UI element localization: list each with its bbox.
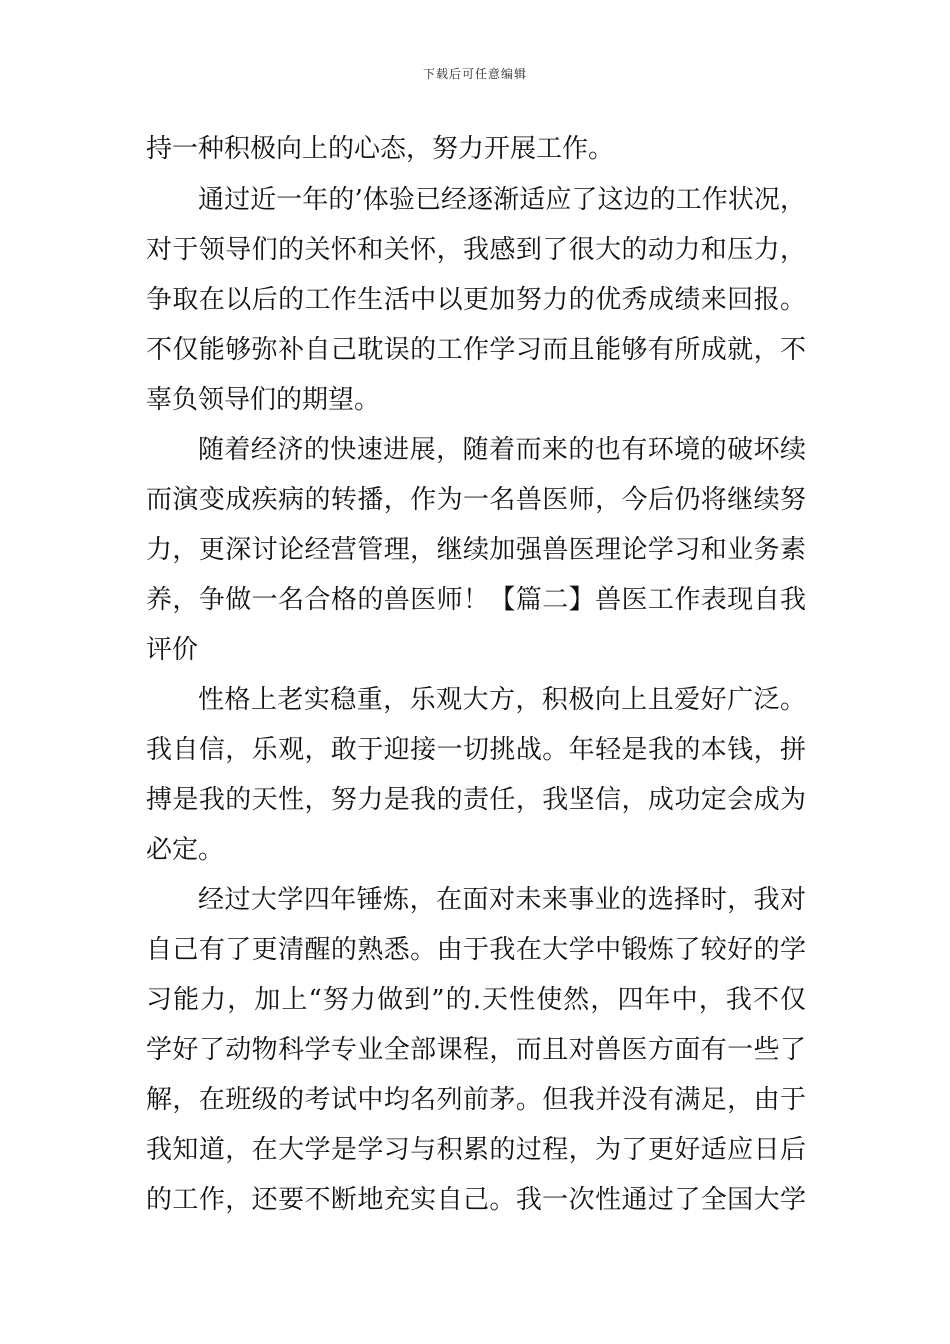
- text-line: 我自信，乐观，敢于迎接一切挑战。年轻是我的本钱，拼: [146, 735, 806, 765]
- text-line: 学好了动物科学专业全部课程，而且对兽医方面有一些了: [146, 1035, 806, 1065]
- text-line: 习能力，加上“努力做到”的.天性使然，四年中，我不仅: [146, 985, 806, 1015]
- text-line: 必定。: [146, 835, 225, 865]
- page-header-caption: 下载后可任意编辑: [422, 67, 527, 81]
- text-line: 养，争做一名合格的兽医师！【篇二】兽医工作表现自我: [146, 585, 806, 615]
- text-line: 评价: [146, 635, 199, 665]
- text-line: 不仅能够弥补自己耽误的工作学习而且能够有所成就，不: [146, 335, 806, 365]
- text-line: 对于领导们的关怀和关怀，我感到了很大的动力和压力，: [146, 235, 806, 265]
- text-line: 力，更深讨论经营管理，继续加强兽医理论学习和业务素: [146, 535, 806, 565]
- text-line: 持一种积极向上的心态，努力开展工作。: [146, 134, 615, 164]
- text-line: 争取在以后的工作生活中以更加努力的优秀成绩来回报。: [146, 285, 806, 315]
- text-line: 随着经济的快速进展，随着而来的也有环境的破坏续: [198, 435, 806, 465]
- text-line: 通过近一年的’体验已经逐渐适应了这边的工作状况，: [198, 185, 806, 215]
- text-line: 解，在班级的考试中均名列前茅。但我并没有满足，由于: [146, 1085, 806, 1115]
- text-line: 性格上老实稳重，乐观大方，积极向上且爱好广泛。: [198, 685, 806, 715]
- text-line: 自己有了更清醒的熟悉。由于我在大学中锻炼了较好的学: [146, 935, 806, 965]
- text-line: 经过大学四年锤炼，在面对未来事业的选择时，我对: [198, 885, 806, 915]
- text-line: 而演变成疾病的转播，作为一名兽医师，今后仍将继续努: [146, 485, 806, 515]
- text-line: 辜负领导们的期望。: [146, 385, 381, 415]
- text-line: 的工作，还要不断地充实自己。我一次性通过了全国大学: [146, 1185, 806, 1215]
- text-line: 搏是我的天性，努力是我的责任，我坚信，成功定会成为: [146, 785, 806, 815]
- text-line: 我知道，在大学是学习与积累的过程，为了更好适应日后: [146, 1135, 806, 1165]
